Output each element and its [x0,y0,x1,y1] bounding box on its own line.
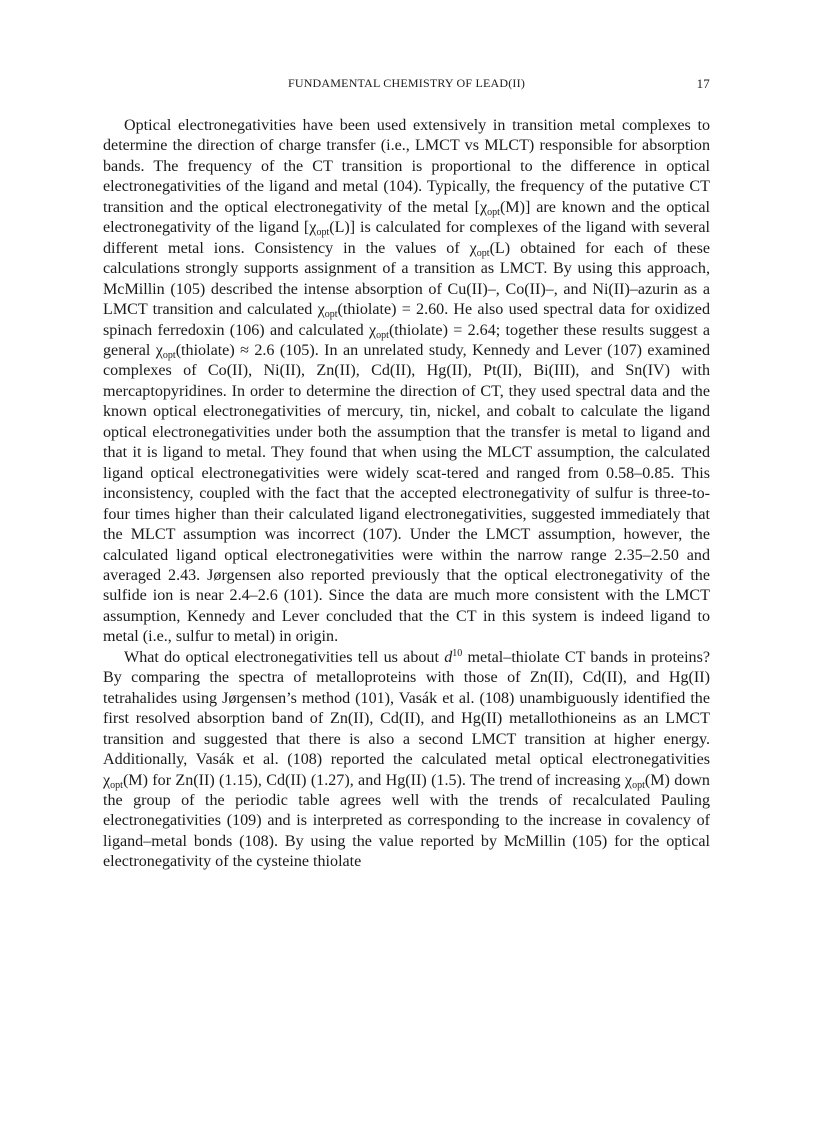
document-page [103,72,710,873]
text-run: Optical electronegativities have been used extensively in transition metal complexes to determine the direction of charge transfer (i.e., LMCT vs MLCT) responsible for absorption bands. The frequency of the CT transition is proportional to the difference in optical electronegativities of the ligand and metal (104). Typically, the frequency of the putative CT transition and the optical electronegativity of the metal [ [103,117,710,216]
opt-subscript: opt [162,349,176,361]
chi-symbol: χ [624,771,633,789]
opt-subscript: opt [487,206,500,218]
opt-subscript: opt [324,309,338,321]
chi-symbol: χ [369,321,377,339]
text-run: (thiolate) ≈ 2.6 (105). In an unrelated study, Kennedy and Lever (107) examined complexes of Co(II), Ni(II), Zn(II), Cd(II), Hg(II), Pt(II), Bi(III), and Sn(IV) with mercaptopyridines. In order to determine the direction of CT, they used spectral data and the known optical electronegativities of mercury, tin, nickel, and cobalt to calculate the ligand optical electronegativities under both the assumption that the transfer is metal to ligand and that it is ligand to metal. They found that when using the MLCT assumption, the calculated ligand optical electronegativities were widely scat- [103,341,710,482]
paragraph-metal-thiolate-ct-bands [103,648,710,873]
chi-symbol: χ [480,198,488,216]
text-run: (M)] are known and the optical electronegativity of the ligand [ [103,198,710,237]
text-run: (M) down the group of the periodic table agrees well with the trends of recalculated Pauling electronegativities (109) and is interpreted as corresponding to the increase in covalency of ligand–metal bonds (108). By using the value reported by McMillin (105) for the optical electronegativity of the cysteine thiolate [103,771,710,871]
text-run: (L) obtained for each of these calculations strongly supports assignment of a transition as LMCT. By using this approach, McMillin (105) described the intense absorption of Cu(II)–, Co(II)–, and Ni(II)–azurin as a LMCT transition and calculated [103,239,710,319]
text-run: (thiolate) = 2.60. He also used spectral data for oxidized spinach ferredoxin (106) and calculated [103,301,710,339]
chi-symbol: χ [103,771,111,789]
text-run: (thiolate) = 2.64; together these results suggest a general [103,321,710,359]
text-run: (L)] is calculated for complexes of the ligand with several different metal ions. Consistency in the values of [103,219,710,257]
chi-symbol: χ [469,239,477,257]
text-run: What do optical electronegativities tell us about [124,648,445,666]
chi-symbol: χ [309,219,317,237]
running-header [103,72,710,94]
text-run: 2.50 and averaged 2.43. Jørgensen also reported previously that the optical electronegativity of the sulfide ion is near 2.4–2.6 (101). Since the data are much more consistent with the LMCT assumption, Kennedy and Lever concluded that the CT in this system is indeed ligand to metal (i.e., sulfur to metal) in origin. [103,546,710,646]
chi-symbol: χ [155,341,163,359]
opt-subscript: opt [476,247,490,259]
opt-subscript: opt [376,329,389,341]
text-run: metal–thiolate CT bands in proteins? By comparing the spectra of metalloproteins with those of Zn(II), Cd(II), and Hg(II) tetrahalides using Jørgensen’s method (101), Vasák et al. (108) unambiguously identified the first resolved absorption band of Zn(II), Cd(II), and Hg(II) metallothioneins as an LMCT transition and suggested that there is also a second LMCT transition at higher energy. Additionally, Vasák et al. (108) reported the calculated metal optical electronegativities [103,648,710,769]
paragraph-optical-electronegativities [103,116,710,648]
opt-subscript: opt [632,779,645,791]
opt-subscript: opt [110,779,123,791]
text-run: tered and ranged from 0.58–0.85. This inconsistency, coupled with the fact that the accepted electronegativity of sulfur is three-to-four times higher than their calculated ligand electronegativities, suggested immediately that the MLCT assumption was incorrect (107). Under the LMCT assumption, however, the calculated ligand optical electronegativities were within the narrow range 2.35– [103,464,710,564]
text-run: (M) for Zn(II) (1.15), Cd(II) (1.27), and Hg(II) (1.5). The trend of increasing [122,771,625,789]
running-title: FUNDAMENTAL CHEMISTRY OF LEAD(II) [287,76,526,90]
d-orbital-symbol: d [444,648,453,666]
page-number: 17 [696,76,710,91]
superscript-ten: 10 [452,647,463,659]
chi-symbol: χ [317,301,325,319]
body-text [103,116,710,873]
opt-subscript: opt [316,227,330,239]
